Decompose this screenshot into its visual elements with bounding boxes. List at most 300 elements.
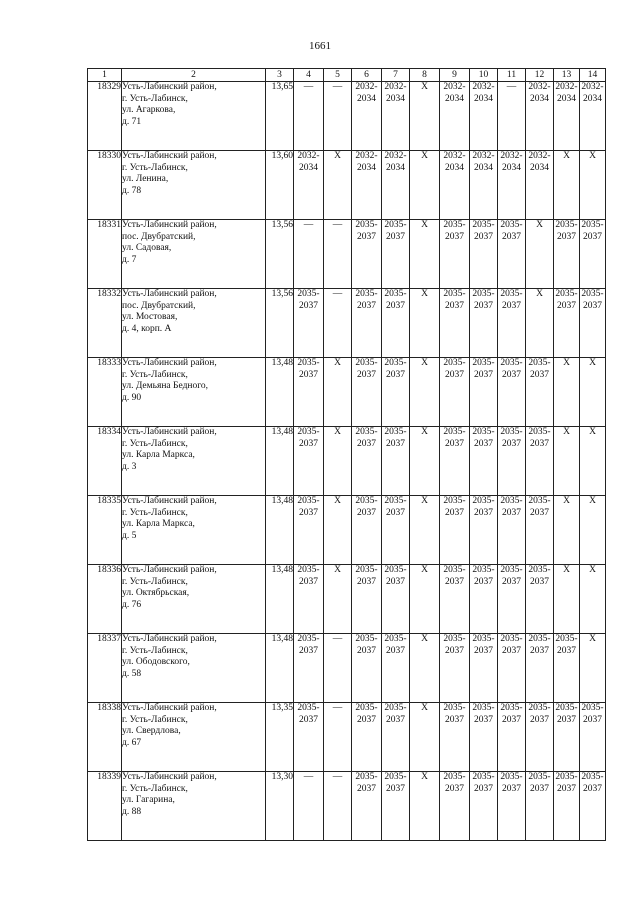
period-cell bbox=[526, 358, 554, 427]
period-cell bbox=[324, 772, 352, 841]
period-text: 2035- bbox=[472, 703, 495, 713]
period-cell bbox=[440, 82, 470, 151]
period-text: 2037 bbox=[474, 438, 493, 449]
period-text: 2035- bbox=[500, 496, 523, 506]
period-text: 2037 bbox=[386, 369, 405, 380]
period-text: 2034 bbox=[530, 162, 549, 173]
value-cell: 13,60 bbox=[266, 151, 294, 220]
period-text: 2037 bbox=[357, 438, 376, 449]
value-cell: 13,48 bbox=[266, 496, 294, 565]
period-text: 2035- bbox=[500, 427, 523, 437]
period-cell bbox=[498, 565, 526, 634]
period-cell bbox=[382, 289, 410, 358]
period-text: 2032- bbox=[355, 151, 378, 161]
period-text: 2035- bbox=[355, 703, 378, 713]
period-text: 2037 bbox=[557, 783, 576, 794]
period-text: 2035- bbox=[443, 703, 466, 713]
address-line: г. Усть-Лабинск, bbox=[122, 783, 188, 794]
address-line: д. 78 bbox=[122, 185, 142, 196]
period-text: 2034 bbox=[583, 93, 602, 104]
column-header: 3 bbox=[266, 69, 294, 82]
period-text: 2035- bbox=[355, 634, 378, 644]
row-number: 18335 bbox=[88, 496, 122, 565]
period-text: 2035- bbox=[443, 772, 466, 782]
address-cell bbox=[122, 427, 266, 496]
period-cell bbox=[440, 289, 470, 358]
period-cell bbox=[498, 634, 526, 703]
period-text: 2035- bbox=[355, 289, 378, 299]
period-text: 2032- bbox=[528, 82, 551, 92]
period-text: X bbox=[334, 565, 341, 575]
period-cell bbox=[498, 703, 526, 772]
period-text: X bbox=[536, 220, 543, 230]
period-text: 2035- bbox=[355, 772, 378, 782]
period-cell bbox=[470, 496, 498, 565]
period-text: 2037 bbox=[357, 507, 376, 518]
period-cell bbox=[382, 634, 410, 703]
period-cell bbox=[498, 772, 526, 841]
period-text: 2035- bbox=[528, 358, 551, 368]
period-cell bbox=[410, 772, 440, 841]
period-text: 2035- bbox=[555, 772, 578, 782]
period-text: 2037 bbox=[386, 300, 405, 311]
table-row bbox=[88, 703, 606, 772]
period-text: 2032- bbox=[528, 151, 551, 161]
period-cell bbox=[440, 703, 470, 772]
period-text: 2035- bbox=[472, 565, 495, 575]
period-text: 2035- bbox=[443, 358, 466, 368]
period-cell bbox=[294, 496, 324, 565]
period-text: X bbox=[334, 496, 341, 506]
period-text: X bbox=[421, 496, 428, 506]
table-row bbox=[88, 289, 606, 358]
period-text: 2035- bbox=[443, 220, 466, 230]
period-text: 2037 bbox=[299, 507, 318, 518]
period-text: 2037 bbox=[583, 231, 602, 242]
period-text: 2035- bbox=[297, 427, 320, 437]
period-cell bbox=[580, 427, 606, 496]
address-line: г. Усть-Лабинск, bbox=[122, 507, 188, 518]
period-text: X bbox=[421, 565, 428, 575]
period-cell bbox=[498, 220, 526, 289]
period-cell bbox=[352, 634, 382, 703]
period-cell bbox=[526, 496, 554, 565]
period-text: 2037 bbox=[474, 576, 493, 587]
period-cell bbox=[352, 82, 382, 151]
period-text: 2037 bbox=[557, 300, 576, 311]
value-cell: 13,30 bbox=[266, 772, 294, 841]
period-text: 2037 bbox=[474, 231, 493, 242]
value-cell: 13,48 bbox=[266, 427, 294, 496]
value-cell: 13,65 bbox=[266, 82, 294, 151]
period-cell bbox=[554, 703, 580, 772]
value-cell: 13,35 bbox=[266, 703, 294, 772]
address-line: Усть-Лабинский район, bbox=[122, 82, 217, 92]
period-text: X bbox=[421, 703, 428, 713]
address-line: ул. Гагарина, bbox=[122, 795, 175, 805]
period-cell bbox=[526, 82, 554, 151]
period-text: 2032- bbox=[472, 82, 495, 92]
period-text: 2037 bbox=[474, 714, 493, 725]
period-text: 2035- bbox=[443, 427, 466, 437]
period-text: 2035- bbox=[500, 220, 523, 230]
row-number: 18339 bbox=[88, 772, 122, 841]
period-text: 2035- bbox=[297, 358, 320, 368]
address-line: ул. Карла Маркса, bbox=[122, 519, 195, 529]
period-cell bbox=[526, 220, 554, 289]
period-cell bbox=[440, 772, 470, 841]
period-text: 2037 bbox=[583, 714, 602, 725]
registry-table bbox=[87, 68, 606, 841]
address-line: д. 7 bbox=[122, 254, 137, 265]
period-text: 2035- bbox=[472, 772, 495, 782]
period-cell bbox=[294, 703, 324, 772]
period-text: 2037 bbox=[299, 714, 318, 725]
column-header: 5 bbox=[324, 69, 352, 82]
period-text: 2034 bbox=[530, 93, 549, 104]
period-cell bbox=[352, 358, 382, 427]
period-text: X bbox=[421, 772, 428, 782]
period-cell bbox=[410, 151, 440, 220]
period-cell bbox=[526, 565, 554, 634]
period-text: 2037 bbox=[445, 645, 464, 656]
table-row bbox=[88, 772, 606, 841]
period-cell bbox=[440, 427, 470, 496]
period-text: 2035- bbox=[384, 427, 407, 437]
period-cell bbox=[498, 427, 526, 496]
value-cell: 13,56 bbox=[266, 289, 294, 358]
period-text: — bbox=[332, 82, 343, 92]
period-text: X bbox=[536, 289, 543, 299]
column-header: 12 bbox=[526, 69, 554, 82]
period-cell bbox=[470, 634, 498, 703]
period-cell bbox=[294, 82, 324, 151]
period-text: 2037 bbox=[530, 507, 549, 518]
period-text: 2037 bbox=[583, 783, 602, 794]
period-cell bbox=[324, 151, 352, 220]
period-text: — bbox=[506, 82, 517, 92]
address-line: д. 4, корп. А bbox=[122, 323, 172, 334]
address-line: г. Усть-Лабинск, bbox=[122, 369, 188, 380]
period-text: 2035- bbox=[581, 772, 604, 782]
period-cell bbox=[382, 358, 410, 427]
period-text: 2035- bbox=[355, 220, 378, 230]
period-text: 2032- bbox=[472, 151, 495, 161]
column-header: 1 bbox=[88, 69, 122, 82]
period-text: X bbox=[589, 358, 596, 368]
period-cell bbox=[324, 289, 352, 358]
table-row bbox=[88, 82, 606, 151]
period-text: 2037 bbox=[357, 783, 376, 794]
period-text: 2035- bbox=[500, 565, 523, 575]
period-text: 2037 bbox=[299, 369, 318, 380]
column-header: 14 bbox=[580, 69, 606, 82]
period-text: 2034 bbox=[299, 162, 318, 173]
period-text: X bbox=[589, 634, 596, 644]
period-text: 2037 bbox=[530, 714, 549, 725]
period-cell bbox=[440, 151, 470, 220]
address-line: Усть-Лабинский район, bbox=[122, 427, 217, 437]
period-cell bbox=[382, 151, 410, 220]
period-cell bbox=[526, 289, 554, 358]
period-text: — bbox=[332, 220, 343, 230]
period-text: 2035- bbox=[581, 703, 604, 713]
period-text: 2034 bbox=[502, 162, 521, 173]
period-text: 2035- bbox=[528, 772, 551, 782]
address-line: д. 58 bbox=[122, 668, 142, 679]
period-cell bbox=[294, 427, 324, 496]
period-text: 2037 bbox=[386, 231, 405, 242]
period-text: 2037 bbox=[502, 300, 521, 311]
address-line: ул. Ленина, bbox=[122, 174, 169, 184]
period-cell bbox=[352, 289, 382, 358]
period-text: 2034 bbox=[557, 93, 576, 104]
address-line: ул. Агаркова, bbox=[122, 105, 176, 115]
period-text: 2037 bbox=[474, 645, 493, 656]
period-cell bbox=[382, 82, 410, 151]
address-line: г. Усть-Лабинск, bbox=[122, 162, 188, 173]
period-text: 2032- bbox=[384, 151, 407, 161]
row-number: 18332 bbox=[88, 289, 122, 358]
address-line: ул. Мостовая, bbox=[122, 312, 178, 322]
period-text: 2035- bbox=[355, 565, 378, 575]
period-cell bbox=[470, 220, 498, 289]
period-text: 2037 bbox=[530, 369, 549, 380]
period-cell bbox=[294, 220, 324, 289]
period-text: 2037 bbox=[386, 507, 405, 518]
period-text: 2035- bbox=[472, 634, 495, 644]
address-line: д. 90 bbox=[122, 392, 142, 403]
address-line: Усть-Лабинский район, bbox=[122, 703, 217, 713]
column-header: 2 bbox=[122, 69, 266, 82]
value-cell: 13,48 bbox=[266, 634, 294, 703]
period-cell bbox=[470, 151, 498, 220]
address-line: пос. Двубратский, bbox=[122, 300, 196, 311]
period-cell bbox=[410, 220, 440, 289]
period-text: 2035- bbox=[384, 496, 407, 506]
period-text: 2035- bbox=[384, 703, 407, 713]
period-text: 2035- bbox=[443, 565, 466, 575]
period-cell bbox=[554, 634, 580, 703]
period-text: 2035- bbox=[581, 220, 604, 230]
period-text: 2035- bbox=[500, 358, 523, 368]
period-text: 2037 bbox=[386, 714, 405, 725]
period-cell bbox=[382, 772, 410, 841]
period-cell bbox=[554, 220, 580, 289]
period-text: 2032- bbox=[443, 151, 466, 161]
period-cell bbox=[410, 634, 440, 703]
period-text: — bbox=[332, 772, 343, 782]
address-line: г. Усть-Лабинск, bbox=[122, 714, 188, 725]
period-text: 2035- bbox=[384, 634, 407, 644]
address-line: г. Усть-Лабинск, bbox=[122, 645, 188, 656]
table-row bbox=[88, 151, 606, 220]
period-text: 2035- bbox=[443, 496, 466, 506]
period-text: 2037 bbox=[357, 645, 376, 656]
period-cell bbox=[498, 289, 526, 358]
period-text: 2035- bbox=[355, 427, 378, 437]
row-number: 18329 bbox=[88, 82, 122, 151]
period-text: 2035- bbox=[472, 220, 495, 230]
period-cell bbox=[382, 703, 410, 772]
address-line: ул. Садовая, bbox=[122, 243, 172, 253]
period-cell bbox=[352, 151, 382, 220]
period-text: 2037 bbox=[502, 507, 521, 518]
period-text: 2035- bbox=[384, 220, 407, 230]
period-cell bbox=[294, 358, 324, 427]
period-text: 2032- bbox=[581, 82, 604, 92]
address-line: Усть-Лабинский район, bbox=[122, 496, 217, 506]
period-cell bbox=[440, 565, 470, 634]
period-text: 2037 bbox=[357, 369, 376, 380]
period-cell bbox=[324, 634, 352, 703]
row-number: 18336 bbox=[88, 565, 122, 634]
address-line: г. Усть-Лабинск, bbox=[122, 438, 188, 449]
period-cell bbox=[470, 772, 498, 841]
period-text: — bbox=[332, 703, 343, 713]
period-text: X bbox=[421, 151, 428, 161]
period-cell bbox=[580, 82, 606, 151]
column-header: 8 bbox=[410, 69, 440, 82]
address-line: д. 76 bbox=[122, 599, 142, 610]
period-cell bbox=[470, 289, 498, 358]
period-cell bbox=[294, 289, 324, 358]
period-text: 2035- bbox=[472, 358, 495, 368]
address-cell bbox=[122, 634, 266, 703]
period-text: X bbox=[421, 289, 428, 299]
period-cell bbox=[410, 496, 440, 565]
period-text: 2037 bbox=[445, 507, 464, 518]
period-cell bbox=[382, 220, 410, 289]
period-text: 2037 bbox=[386, 783, 405, 794]
period-text: 2035- bbox=[528, 634, 551, 644]
address-cell bbox=[122, 220, 266, 289]
period-text: 2035- bbox=[355, 358, 378, 368]
period-text: 2037 bbox=[445, 369, 464, 380]
period-text: 2035- bbox=[355, 496, 378, 506]
period-cell bbox=[580, 220, 606, 289]
period-text: X bbox=[421, 358, 428, 368]
period-cell bbox=[324, 220, 352, 289]
period-text: 2037 bbox=[530, 438, 549, 449]
period-cell bbox=[580, 565, 606, 634]
table-row bbox=[88, 358, 606, 427]
address-line: Усть-Лабинский район, bbox=[122, 772, 217, 782]
period-text: 2037 bbox=[386, 438, 405, 449]
period-cell bbox=[440, 358, 470, 427]
period-cell bbox=[352, 496, 382, 565]
period-cell bbox=[352, 703, 382, 772]
period-cell bbox=[526, 634, 554, 703]
period-text: 2037 bbox=[357, 231, 376, 242]
period-cell bbox=[294, 565, 324, 634]
period-text: 2035- bbox=[555, 634, 578, 644]
address-line: пос. Двубратский, bbox=[122, 231, 196, 242]
period-cell bbox=[324, 82, 352, 151]
period-cell bbox=[324, 358, 352, 427]
period-cell bbox=[324, 496, 352, 565]
period-text: X bbox=[421, 82, 428, 92]
period-cell bbox=[554, 82, 580, 151]
period-text: 2035- bbox=[472, 427, 495, 437]
period-text: 2037 bbox=[474, 783, 493, 794]
period-cell bbox=[470, 82, 498, 151]
table-row bbox=[88, 427, 606, 496]
period-text: 2032- bbox=[555, 82, 578, 92]
period-text: 2035- bbox=[528, 427, 551, 437]
period-cell bbox=[324, 703, 352, 772]
column-header: 10 bbox=[470, 69, 498, 82]
period-text: X bbox=[563, 427, 570, 437]
period-text: 2037 bbox=[502, 576, 521, 587]
period-text: X bbox=[589, 565, 596, 575]
period-text: X bbox=[334, 427, 341, 437]
period-text: 2035- bbox=[528, 703, 551, 713]
period-text: 2034 bbox=[386, 93, 405, 104]
period-text: X bbox=[589, 151, 596, 161]
period-cell bbox=[554, 565, 580, 634]
address-line: Усть-Лабинский район, bbox=[122, 220, 217, 230]
period-cell bbox=[580, 289, 606, 358]
header-row bbox=[88, 69, 606, 82]
period-text: — bbox=[303, 772, 314, 782]
period-text: 2034 bbox=[445, 162, 464, 173]
address-line: ул. Ободовского, bbox=[122, 657, 190, 667]
address-line: д. 5 bbox=[122, 530, 137, 541]
period-cell bbox=[470, 565, 498, 634]
period-text: 2035- bbox=[297, 703, 320, 713]
address-line: ул. Карла Маркса, bbox=[122, 450, 195, 460]
period-cell bbox=[580, 496, 606, 565]
period-text: X bbox=[563, 358, 570, 368]
period-cell bbox=[352, 427, 382, 496]
period-cell bbox=[410, 427, 440, 496]
period-text: 2032- bbox=[355, 82, 378, 92]
period-cell bbox=[440, 634, 470, 703]
period-cell bbox=[470, 358, 498, 427]
period-cell bbox=[410, 703, 440, 772]
period-text: — bbox=[303, 220, 314, 230]
period-text: 2032- bbox=[297, 151, 320, 161]
period-cell bbox=[352, 772, 382, 841]
period-text: 2037 bbox=[445, 783, 464, 794]
period-cell bbox=[294, 151, 324, 220]
period-cell bbox=[382, 565, 410, 634]
period-text: 2037 bbox=[299, 645, 318, 656]
period-text: 2037 bbox=[502, 369, 521, 380]
address-cell bbox=[122, 289, 266, 358]
address-line: Усть-Лабинский район, bbox=[122, 289, 217, 299]
period-text: 2035- bbox=[384, 358, 407, 368]
period-text: X bbox=[563, 151, 570, 161]
period-text: 2037 bbox=[583, 300, 602, 311]
table-row bbox=[88, 496, 606, 565]
period-cell bbox=[498, 151, 526, 220]
period-text: 2037 bbox=[299, 300, 318, 311]
address-line: ул. Октябрьская, bbox=[122, 588, 190, 598]
period-text: 2035- bbox=[384, 565, 407, 575]
period-cell bbox=[324, 565, 352, 634]
period-text: 2037 bbox=[474, 300, 493, 311]
period-text: 2037 bbox=[357, 714, 376, 725]
period-text: 2034 bbox=[445, 93, 464, 104]
period-text: — bbox=[303, 82, 314, 92]
period-text: 2035- bbox=[500, 289, 523, 299]
address-cell bbox=[122, 496, 266, 565]
table-row bbox=[88, 634, 606, 703]
period-text: 2034 bbox=[386, 162, 405, 173]
period-cell bbox=[554, 289, 580, 358]
